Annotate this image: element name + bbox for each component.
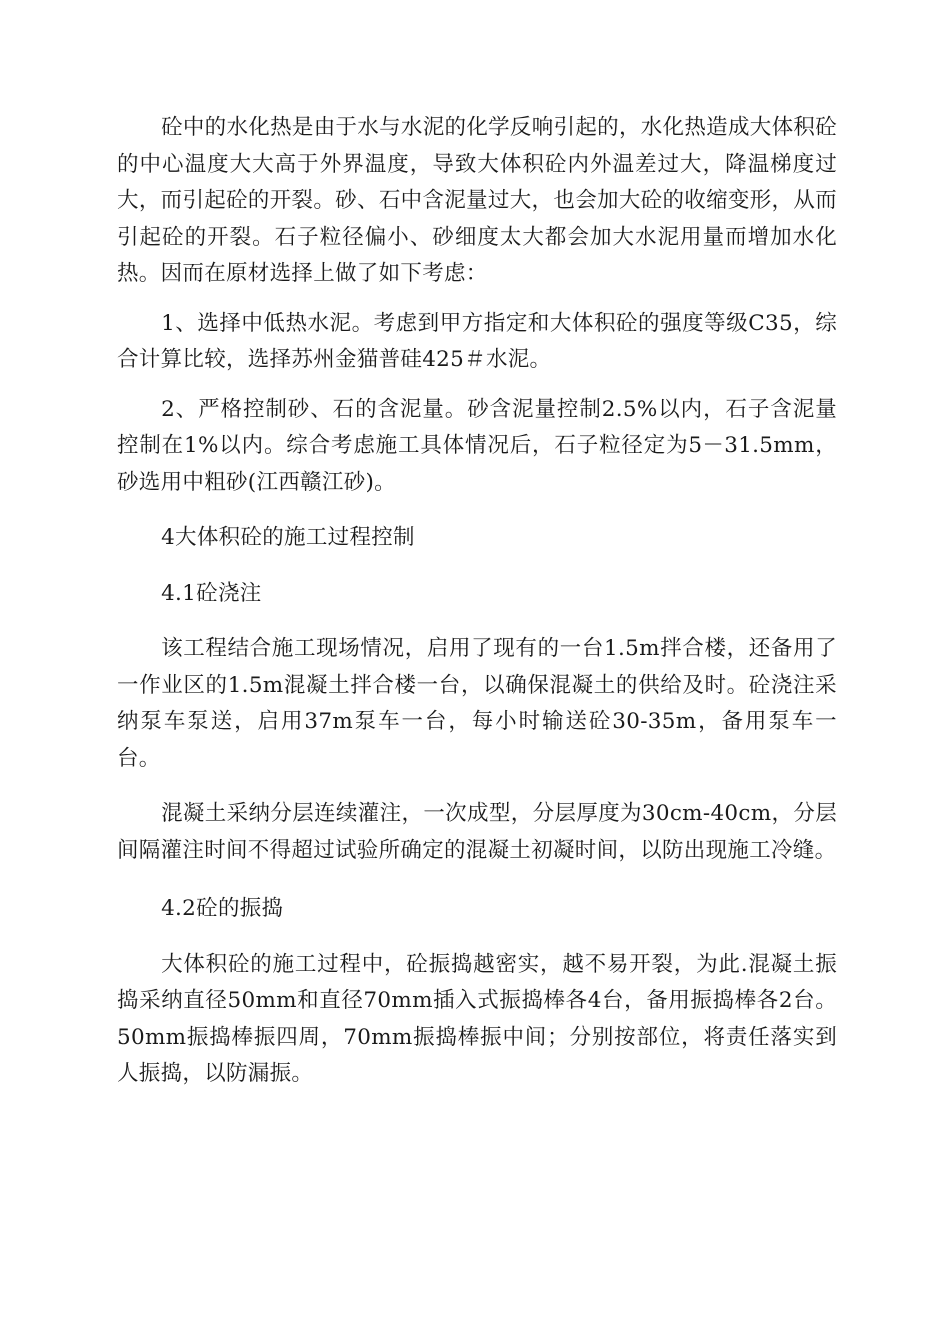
paragraph-hydration-heat: 砼中的水化热是由于水与水泥的化学反响引起的，水化热造成大体积砼的中心温度大大高于外界温度，导致大体积砼内外温差过大，降温梯度过大，而引起砼的开裂。砂、石中含泥量过大，也会加大砼的收缩变形，从而引起砼的开裂。石子粒径偏小、砂细度太大都会加大水泥用量而增加水化热。因而在原材选择上做了如下考虑： [117, 115, 837, 286]
paragraph-pouring: 该工程结合施工现场情况，启用了现有的一台1.5m拌合楼，还备用了一作业区的1.5m混凝土拌合楼一台，以确保混凝土的供给及时。砼浇注采纳泵车泵送，启用37m泵车一台，每小时输送砼30-35m，备用泵车一台。 [117, 636, 837, 771]
paragraph-item-2-clay-content: 2、严格控制砂、石的含泥量。砂含泥量控制2.5%以内，石子含泥量控制在1%以内。综合考虑施工具体情况后，石子粒径定为5－31.5mm，砂选用中粗砂(江西赣江砂)。 [117, 396, 837, 495]
subsection-heading-4-2: 4.2砼的振捣 [161, 896, 284, 921]
document-page [117, 110, 837, 1093]
paragraph-item-1-cement: 1、选择中低热水泥。考虑到甲方指定和大体积砼的强度等级C35，综合计算比较，选择苏州金猫普硅425＃水泥。 [117, 310, 837, 372]
subsection-heading-4-1: 4.1砼浇注 [161, 580, 262, 606]
paragraph-vibration: 大体积砼的施工过程中，砼振捣越密实，越不易开裂，为此.混凝土振捣采纳直径50mm和直径70mm插入式振捣棒各4台，备用振捣棒各2台。50mm振捣棒振四周，70mm振捣棒振中间；分别按部位，将责任落实到人振捣，以防漏振。 [117, 951, 837, 1086]
paragraph-layered-pouring: 混凝土采纳分层连续灌注，一次成型，分层厚度为30cm-40cm，分层间隔灌注时间不得超过试验所确定的混凝土初凝时间，以防出现施工冷缝。 [117, 801, 837, 863]
section-heading-4: 4大体积砼的施工过程控制 [161, 525, 415, 550]
